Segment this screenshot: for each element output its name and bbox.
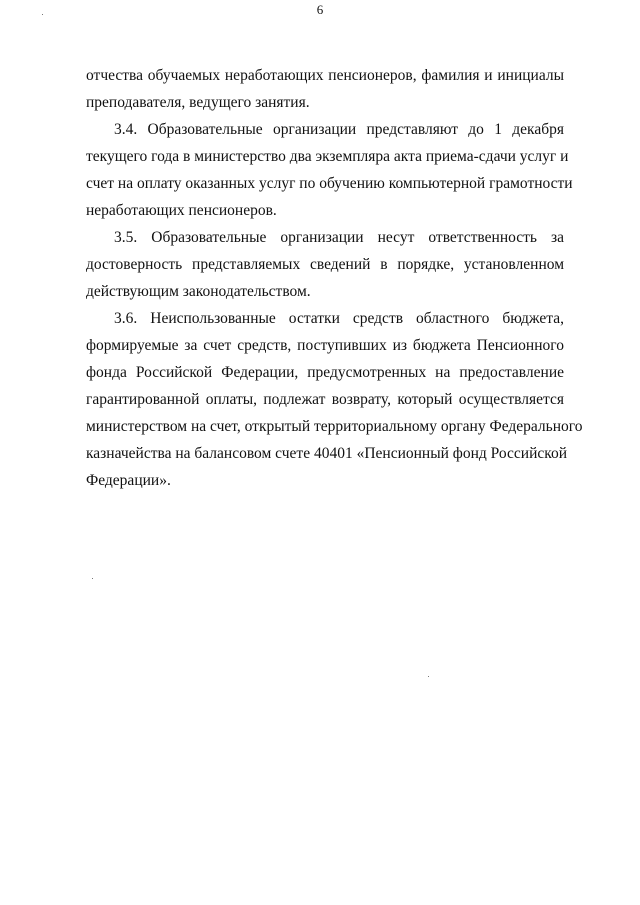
text-line: министерством на счет, открытый территориальному органу Федерального xyxy=(86,418,583,435)
paragraph-3-4 xyxy=(86,116,573,224)
text-line: действующим законодательством. xyxy=(86,283,311,300)
text-line: 3.5. Образовательные организации несут ответственность за xyxy=(114,229,564,246)
text-line: достоверность представляемых сведений в порядке, установленном xyxy=(86,256,564,273)
document-body xyxy=(86,62,583,494)
page-number: 6 xyxy=(316,2,324,17)
text-line: неработающих пенсионеров. xyxy=(86,202,277,219)
scan-speck xyxy=(92,578,93,579)
text-line: Федерации». xyxy=(86,472,171,489)
text-line: 3.6. Неиспользованные остатки средств областного бюджета, xyxy=(114,310,564,327)
text-line: отчества обучаемых неработающих пенсионеров, фамилия и инициалы xyxy=(86,67,564,84)
text-line: счет на оплату оказанных услуг по обучению компьютерной грамотности xyxy=(86,175,573,192)
scan-speck xyxy=(42,14,43,15)
text-line: 3.4. Образовательные организации представляют до 1 декабря xyxy=(114,121,564,138)
text-line: фонда Российской Федерации, предусмотренных на предоставление xyxy=(86,364,564,381)
text-line: казначейства на балансовом счете 40401 «Пенсионный фонд Российской xyxy=(86,445,568,462)
paragraph-3-5 xyxy=(86,224,564,305)
paragraph-3-6 xyxy=(86,305,583,494)
text-line: гарантированной оплаты, подлежат возврату, который осуществляется xyxy=(86,391,564,408)
scan-speck xyxy=(428,676,429,677)
paragraph-continuation xyxy=(86,62,564,116)
text-line: формируемые за счет средств, поступивших из бюджета Пенсионного xyxy=(86,337,564,354)
text-line: текущего года в министерство два экземпляра акта приема-сдачи услуг и xyxy=(86,148,569,165)
text-line: преподавателя, ведущего занятия. xyxy=(86,94,310,111)
